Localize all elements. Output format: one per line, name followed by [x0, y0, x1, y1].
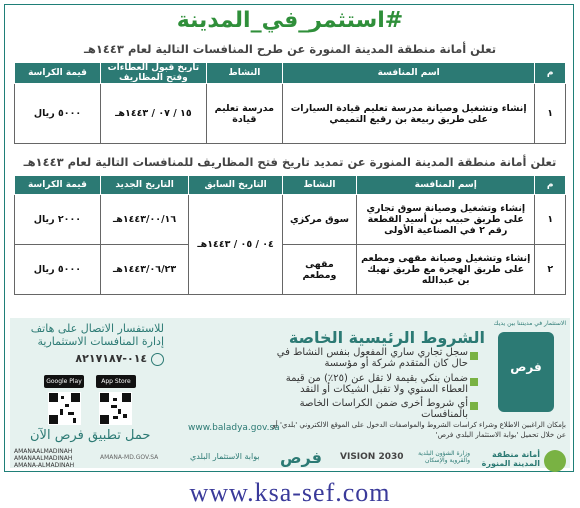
- t2-col-no: م: [535, 176, 566, 195]
- condition-item: سجل تجاري ساري المفعول بنفس النشاط في حال كان المتقدم شركة أو مؤسسة: [276, 347, 468, 369]
- app-label: الاستثمار في مدينتنا بين يديك: [493, 320, 566, 327]
- amana-logo-icon: [544, 450, 566, 472]
- row-number: ٢: [535, 245, 566, 295]
- booklet-price: ٥٠٠٠ ريال: [15, 84, 101, 144]
- download-cta: حمل تطبيق فرص الآن: [30, 428, 151, 443]
- portal-logo: بوابة الاستثمار البلدي: [190, 452, 260, 461]
- t1-col-name: اسم المنافسة: [282, 63, 534, 84]
- competition-name: إنشاء وتشغيل وصيانة مقهى ومطعم على طريق الهجرة مع طريق نهيك بن عبدالله: [357, 245, 535, 295]
- previous-date: ٠٤ / ٠٥ / ١٤٤٣هـ: [189, 195, 283, 295]
- table2-intro: تعلن أمانة منطقة المدينة المنورة عن تمديد تاريخ فتح المظاريف للمنافسات التالية لعام ١٤٤٣هـ: [23, 155, 557, 169]
- t2-col-name: إسم المنافسة: [357, 176, 535, 195]
- row-number: ١: [535, 84, 566, 144]
- watermark: www.ksa-sef.com: [189, 478, 391, 507]
- opening-date: ١٥ / ٠٧ / ١٤٤٣هـ: [101, 84, 207, 144]
- new-date: ١٤٤٣/٠٦/٢٣هـ: [100, 245, 189, 295]
- vision-logo: VISION 2030: [340, 452, 404, 462]
- t1-col-activity: النشاط: [206, 63, 282, 84]
- contact-box: [14, 322, 164, 366]
- qr-code-google-play: [48, 392, 81, 425]
- website-link[interactable]: www.baladya.gov.sa: [188, 423, 280, 433]
- t2-col-price: قيمة الكراسة: [15, 176, 101, 195]
- competition-name: إنشاء وتشغيل وصيانة مدرسة تعليم قيادة السيارات على طريق ربيعة بن رقيع التميمي: [282, 84, 534, 144]
- booklet-price: ٥٠٠٠ ريال: [15, 245, 101, 295]
- social-handle: AMANAALMADINAH: [14, 455, 73, 462]
- t2-col-new-date: التاريخ الجديد: [100, 176, 189, 195]
- footer-notice: بإمكان الراغبين الاطلاع وشراء كراسات الشروط والمواصفات الدخول على الموقع الالكتروني 'بلدي' أو عن خلال تحميل 'بوابة الاستثمار البلدي فرص': [272, 421, 566, 439]
- table1: [14, 62, 566, 144]
- social-handle: AMANA-ALMADINAH: [14, 462, 75, 469]
- new-date: ١٤٤٣/٠٠/١٦هـ: [100, 195, 189, 245]
- bullet-icon: [470, 352, 478, 360]
- table2: [14, 175, 566, 295]
- ministry-logo: وزارة الشؤون البلدية والقروية والإسكان: [418, 450, 470, 464]
- t2-col-activity: النشاط: [282, 176, 356, 195]
- phone-row: [14, 352, 164, 366]
- table1-intro: تعلن أمانة منطقة المدينة المنورة عن طرح المنافسات التالية لعام ١٤٤٣هـ: [83, 42, 497, 56]
- app-store-badge[interactable]: App Store: [96, 375, 136, 388]
- booklet-price: ٢٠٠٠ ريال: [15, 195, 101, 245]
- t1-col-date: تاريخ قبول العطاءات وفتح المظاريف: [101, 63, 207, 84]
- row-number: ١: [535, 195, 566, 245]
- phone-number: ٠١٤-٨٢١٧١٨٧: [75, 352, 148, 365]
- condition-item: ضمان بنكي بقيمة لا تقل عن (٢٥٪) من قيمة العطاء السنوي ولا تقبل الشيكات أو النقد: [285, 373, 468, 395]
- logos-row: [10, 448, 570, 472]
- furas-logo: فرص: [280, 448, 322, 467]
- conditions-title: الشروط الرئيسية الخاصة: [288, 328, 485, 347]
- t1-col-no: م: [535, 63, 566, 84]
- amana-logo-text: أمانة منطقة المدينة المنورة: [481, 450, 540, 468]
- hashtag-title: #استثمر_في_المدينة: [176, 8, 404, 33]
- activity: مقهى ومطعم: [282, 245, 356, 295]
- domain-text: AMANA-MD.GOV.SA: [100, 454, 159, 461]
- t2-col-prev-date: التاريخ السابق: [189, 176, 283, 195]
- competition-name: إنشاء وتشغيل وصيانة سوق تجاري على طريق حبيب بن أسيد القطعة رقم ٢ في الصناعية الأولى: [357, 195, 535, 245]
- phone-mockup: [498, 332, 554, 412]
- bullet-icon: [470, 378, 478, 386]
- furas-app-name: فرص: [510, 360, 542, 374]
- social-icons: [14, 448, 94, 469]
- google-play-badge[interactable]: Google Play: [44, 375, 84, 388]
- table-row: [15, 245, 566, 295]
- app-promo: [486, 320, 566, 415]
- condition-item: أي شروط أخرى ضمن الكراسات الخاصة بالمنافسات: [299, 398, 468, 420]
- activity: سوق مركزي: [282, 195, 356, 245]
- table-row: [15, 84, 566, 144]
- bullet-icon: [470, 402, 478, 410]
- activity: مدرسة تعليم قيادة: [206, 84, 282, 144]
- social-handle: AMANAALMADINAH: [14, 448, 73, 455]
- contact-line2: إدارة المنافسات الاستثمارية: [37, 335, 164, 348]
- contact-line1: للاستفسار الاتصال على هاتف: [30, 322, 164, 335]
- phone-icon: [151, 353, 164, 366]
- qr-code-app-store: [99, 392, 132, 425]
- table-row: [15, 195, 566, 245]
- t1-col-price: قيمة الكراسة: [15, 63, 101, 84]
